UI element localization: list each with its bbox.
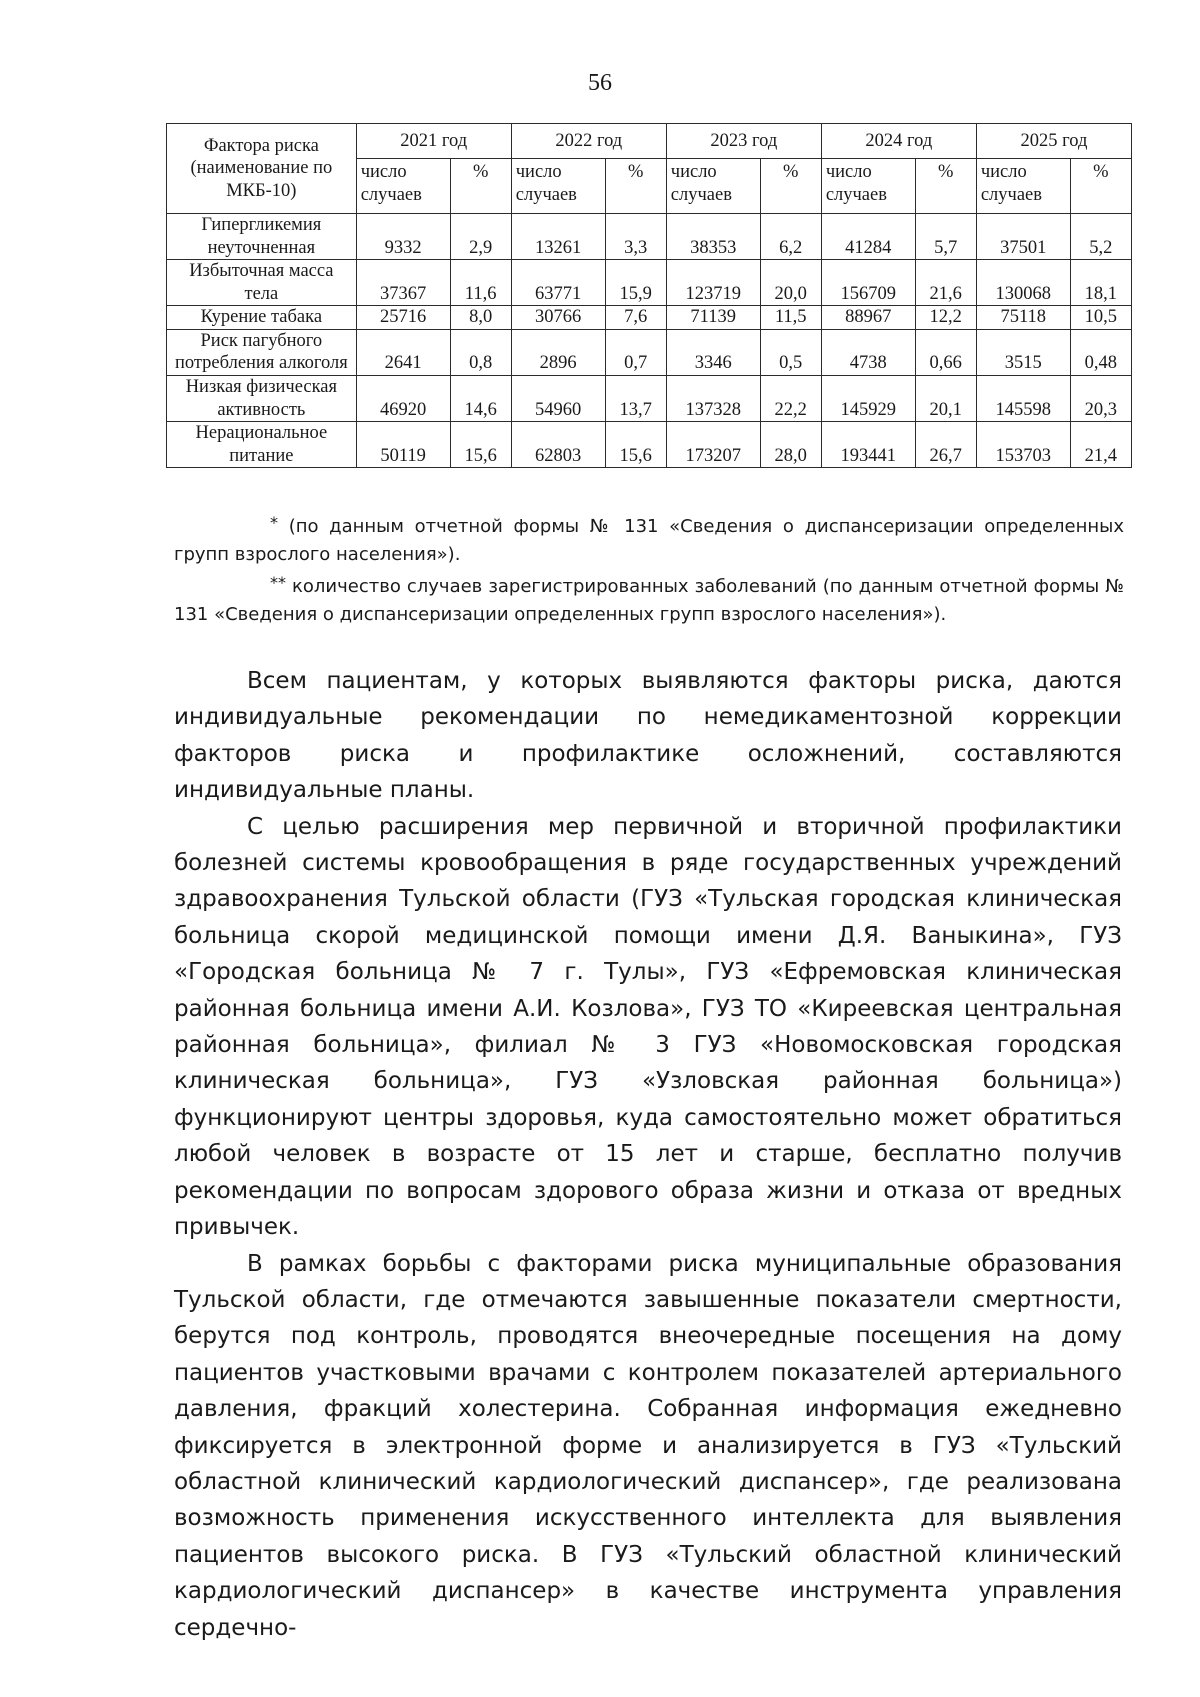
- percent-cell: 13,7: [605, 375, 666, 421]
- percent-cell: 21,6: [915, 260, 976, 306]
- percent-column-header: %: [760, 159, 821, 214]
- percent-cell: 11,5: [760, 306, 821, 330]
- table-row: [167, 329, 1132, 375]
- case-count-cell: 3515: [976, 329, 1070, 375]
- case-count-cell: 156709: [821, 260, 915, 306]
- case-count-cell: 4738: [821, 329, 915, 375]
- footnote-text: (по данным отчетной формы № 131 «Сведения о диспансеризации определенных групп взрослого населения»).: [174, 516, 1124, 565]
- case-count-cell: 153703: [976, 422, 1070, 468]
- risk-factors-table: [166, 123, 1132, 468]
- risk-factor-name: Низкая физическая активность: [167, 375, 357, 421]
- case-count-cell: 3346: [666, 329, 760, 375]
- footnote: [174, 569, 1124, 629]
- percent-cell: 10,5: [1070, 306, 1131, 330]
- percent-cell: 8,0: [450, 306, 511, 330]
- case-count-cell: 88967: [821, 306, 915, 330]
- case-count-cell: 46920: [356, 375, 450, 421]
- percent-cell: 28,0: [760, 422, 821, 468]
- case-count-cell: 13261: [511, 214, 605, 260]
- percent-column-header: %: [1070, 159, 1131, 214]
- footnote-text: количество случаев зарегистрированных заболеваний (по данным отчетной формы № 131 «Сведения о диспансеризации определенных групп взрослого населения»).: [174, 576, 1124, 625]
- percent-column-header: %: [605, 159, 666, 214]
- percent-cell: 3,3: [605, 214, 666, 260]
- count-column-header: число случаев: [821, 159, 915, 214]
- case-count-cell: 41284: [821, 214, 915, 260]
- risk-factor-name: Избыточная масса тела: [167, 260, 357, 306]
- count-column-header: число случаев: [356, 159, 450, 214]
- table-row: [167, 375, 1132, 421]
- percent-cell: 6,2: [760, 214, 821, 260]
- percent-cell: 0,7: [605, 329, 666, 375]
- case-count-cell: 2896: [511, 329, 605, 375]
- table-row: [167, 214, 1132, 260]
- case-count-cell: 145929: [821, 375, 915, 421]
- percent-cell: 0,66: [915, 329, 976, 375]
- case-count-cell: 145598: [976, 375, 1070, 421]
- case-count-cell: 130068: [976, 260, 1070, 306]
- case-count-cell: 37367: [356, 260, 450, 306]
- table-row: [167, 260, 1132, 306]
- percent-cell: 21,4: [1070, 422, 1131, 468]
- factor-column-header: Фактора риска (наименование по МКБ-10): [167, 124, 357, 214]
- case-count-cell: 75118: [976, 306, 1070, 330]
- case-count-cell: 193441: [821, 422, 915, 468]
- case-count-cell: 62803: [511, 422, 605, 468]
- risk-factor-name: Гипергликемия неуточненная: [167, 214, 357, 260]
- paragraph: С целью расширения мер первичной и вторичной профилактики болезней системы кровообращения в ряде государственных учреждений здравоохранения Тульской области (ГУЗ «Тульская городская клиническая больница скорой медицинской помощи имени Д.Я. Ваныкина», ГУЗ «Городская больница № 7 г. Тулы», ГУЗ «Ефремовская клиническая районная больница имени А.И. Козлова», ГУЗ ТО «Киреевская центральная районная больница», филиал № 3 ГУЗ «Новомосковская городская клиническая больница», ГУЗ «Узловская районная больница») функционируют центры здоровья, куда самостоятельно может обратиться любой человек в возрасте от 15 лет и старше, бесплатно получив рекомендации по вопросам здорового образа жизни и отказа от вредных привычек.: [174, 813, 1122, 1241]
- percent-cell: 18,1: [1070, 260, 1131, 306]
- page-number: 56: [588, 70, 612, 96]
- percent-cell: 5,2: [1070, 214, 1131, 260]
- case-count-cell: 123719: [666, 260, 760, 306]
- table-row: [167, 422, 1132, 468]
- percent-cell: 20,3: [1070, 375, 1131, 421]
- case-count-cell: 30766: [511, 306, 605, 330]
- year-header: 2023 год: [666, 124, 821, 159]
- percent-cell: 15,6: [605, 422, 666, 468]
- case-count-cell: 63771: [511, 260, 605, 306]
- case-count-cell: 50119: [356, 422, 450, 468]
- case-count-cell: 2641: [356, 329, 450, 375]
- percent-cell: 0,8: [450, 329, 511, 375]
- percent-cell: 20,0: [760, 260, 821, 306]
- footnote: [174, 509, 1124, 569]
- case-count-cell: 9332: [356, 214, 450, 260]
- body-text: [174, 663, 1122, 1646]
- footnote-mark: **: [270, 573, 286, 592]
- year-header: 2022 год: [511, 124, 666, 159]
- percent-cell: 22,2: [760, 375, 821, 421]
- risk-factor-name: Риск пагубного потребления алкоголя: [167, 329, 357, 375]
- case-count-cell: 37501: [976, 214, 1070, 260]
- percent-cell: 15,9: [605, 260, 666, 306]
- table-footnotes: [174, 509, 1124, 629]
- percent-cell: 20,1: [915, 375, 976, 421]
- case-count-cell: 25716: [356, 306, 450, 330]
- percent-cell: 0,48: [1070, 329, 1131, 375]
- year-header: 2024 год: [821, 124, 976, 159]
- percent-cell: 11,6: [450, 260, 511, 306]
- percent-cell: 26,7: [915, 422, 976, 468]
- paragraph: Всем пациентам, у которых выявляются факторы риска, даются индивидуальные рекомендации по немедикаментозной коррекции факторов риска и профилактике осложнений, составляются индивидуальные планы.: [174, 668, 1122, 804]
- case-count-cell: 173207: [666, 422, 760, 468]
- case-count-cell: 38353: [666, 214, 760, 260]
- risk-factor-name: Нерациональное питание: [167, 422, 357, 468]
- count-column-header: число случаев: [511, 159, 605, 214]
- percent-cell: 12,2: [915, 306, 976, 330]
- case-count-cell: 54960: [511, 375, 605, 421]
- percent-cell: 14,6: [450, 375, 511, 421]
- table-row: [167, 306, 1132, 330]
- case-count-cell: 71139: [666, 306, 760, 330]
- year-header: 2021 год: [356, 124, 511, 159]
- percent-cell: 0,5: [760, 329, 821, 375]
- footnote-mark: *: [270, 513, 278, 532]
- percent-cell: 7,6: [605, 306, 666, 330]
- count-column-header: число случаев: [976, 159, 1070, 214]
- year-header: 2025 год: [976, 124, 1131, 159]
- percent-column-header: %: [915, 159, 976, 214]
- count-column-header: число случаев: [666, 159, 760, 214]
- paragraph: В рамках борьбы с факторами риска муниципальные образования Тульской области, где отмечаются завышенные показатели смертности, берутся под контроль, проводятся внеочередные посещения на дому пациентов участковыми врачами с контролем показателей артериального давления, фракций холестерина. Собранная информация ежедневно фиксируется в электронной форме и анализируется в ГУЗ «Тульский областной клинический кардиологический диспансер», где реализована возможность применения искусственного интеллекта для выявления пациентов высокого риска. В ГУЗ «Тульский областной клинический кардиологический диспансер» в качестве инструмента управления сердечно-: [174, 1250, 1122, 1641]
- percent-cell: 5,7: [915, 214, 976, 260]
- case-count-cell: 137328: [666, 375, 760, 421]
- percent-cell: 15,6: [450, 422, 511, 468]
- percent-column-header: %: [450, 159, 511, 214]
- percent-cell: 2,9: [450, 214, 511, 260]
- table-header-years: [167, 124, 1132, 159]
- risk-factor-name: Курение табака: [167, 306, 357, 330]
